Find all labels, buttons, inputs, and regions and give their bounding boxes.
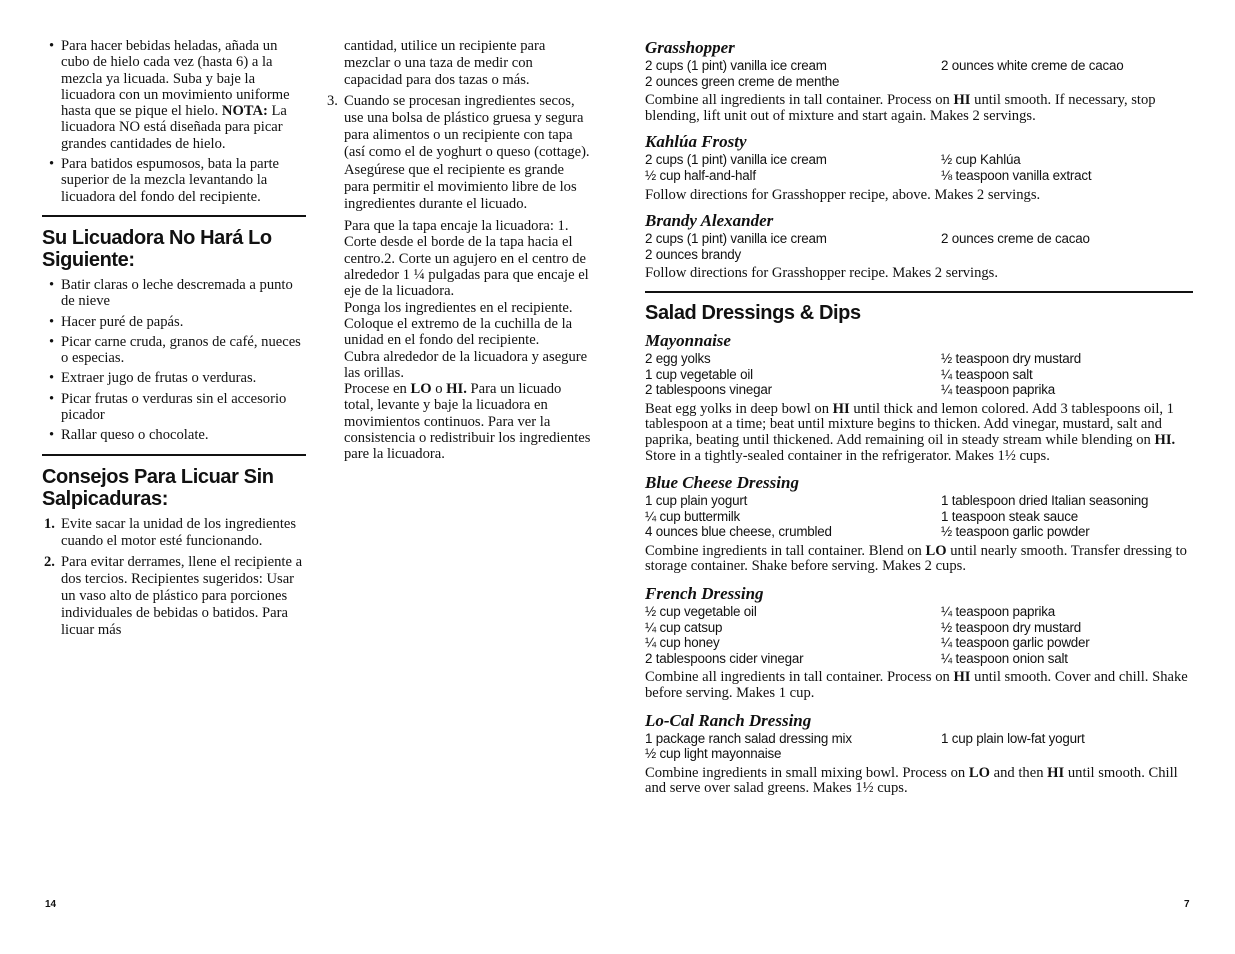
list-item: • Rallar queso o chocolate. bbox=[49, 427, 209, 444]
recipe-title: Lo-Cal Ranch Dressing bbox=[645, 710, 812, 730]
continuation-text: cantidad, utilice un recipiente para mezclar o una taza de medir con capacidad para dos tazas o más. bbox=[344, 38, 546, 88]
list-item: • Batir claras o leche descremada a punto de nieve bbox=[49, 276, 293, 310]
ingredient: ¼ cup catsup bbox=[645, 619, 723, 635]
process-paragraph: Procese en LO o HI. Para un licuado total, levante y baje la licuadora en movimientos continuos. Para ver la consistencia o redistribuir los ingredientes pare la licuadora. bbox=[344, 381, 591, 463]
ingredient: 1 package ranch salad dressing mix bbox=[645, 730, 852, 746]
ingredient: 2 cups (1 pint) vanilla ice cream bbox=[645, 152, 827, 168]
ingredient: ⅛ teaspoon vanilla extract bbox=[941, 167, 1092, 183]
recipe-directions: Combine all ingredients in tall container. Process on HI until smooth. Cover and chill. Shake before serving. Makes 1 cup. bbox=[645, 669, 1188, 702]
list-item: 3. Cuando se procesan ingredientes secos, use una bolsa de plástico gruesa y segura para alimentos o un recipiente con tapa (así como el de yoghurt o queso (cottage). Asegúrese que el recipiente es grande para permitir el movimiento libre de los ingredientes durante el licuado. bbox=[327, 92, 590, 212]
recipe-directions: Follow directions for Grasshopper recipe. Makes 2 servings. bbox=[645, 265, 999, 282]
recipe-directions: Combine all ingredients in tall container. Process on HI until smooth. If necessary, stop blending, lift unit out of mixture and start again. Makes 2 servings. bbox=[645, 92, 1156, 124]
ingredient: ½ teaspoon garlic powder bbox=[941, 524, 1090, 540]
ingredient: 2 cups (1 pint) vanilla ice cream bbox=[645, 58, 827, 73]
recipe-title: Kahlúa Frosty bbox=[645, 132, 747, 152]
ingredient: 2 ounces creme de cacao bbox=[941, 231, 1090, 247]
left-column-2 bbox=[327, 38, 591, 463]
ingredient bbox=[941, 247, 1193, 263]
splash-tips-list-continued bbox=[327, 93, 591, 213]
page-number-left: 14 bbox=[45, 899, 57, 910]
list-item: • Para hacer bebidas heladas, añada un cubo de hielo cada vez (hasta 6) a la mezcla ya licuada. Suba y baje la licuadora con un movimiento uniforme hasta que se pique el hielo. NOTA: La licuadora NO está diseñada para picar grandes cantidades de hielo. bbox=[49, 38, 290, 152]
list-item: 2. Para evitar derrames, llene el recipiente a dos tercios. Recipientes sugeridos: Usar un vaso alto de plástico para porciones individuales de bebidas o batidos. Para licuar más bbox=[44, 554, 303, 639]
recipe-title: Brandy Alexander bbox=[645, 211, 774, 231]
right-column bbox=[645, 38, 1193, 797]
ingredient: 4 ounces blue cheese, crumbled bbox=[645, 524, 832, 540]
recipe bbox=[645, 711, 1193, 797]
ingredient bbox=[941, 74, 1193, 90]
ingredients-list bbox=[645, 58, 1193, 89]
ingredient: 2 ounces brandy bbox=[645, 246, 742, 262]
recipe-title: Blue Cheese Dressing bbox=[645, 473, 799, 493]
recipe-title: Mayonnaise bbox=[645, 330, 731, 350]
recipe-directions: Combine ingredients in small mixing bowl. Process on LO and then HI until smooth. Chill and serve over salad greens. Makes 1½ cups. bbox=[645, 764, 1178, 797]
ingredient: ½ cup light mayonnaise bbox=[645, 746, 782, 762]
place-paragraph: Ponga los ingredientes en el recipiente. Coloque el extremo de la cuchilla de la unidad en el fondo del recipiente. bbox=[344, 299, 573, 349]
recipe-title: French Dressing bbox=[645, 584, 764, 604]
ingredient: 2 ounces green creme de menthe bbox=[645, 73, 840, 89]
ingredient: 1 tablespoon dried Italian seasoning bbox=[941, 493, 1149, 509]
tips-bullet-list bbox=[42, 38, 306, 205]
ingredient: 2 tablespoons vinegar bbox=[645, 382, 772, 398]
recipe-title: Grasshopper bbox=[645, 38, 735, 57]
ingredient: ¼ teaspoon paprika bbox=[941, 604, 1056, 620]
recipe bbox=[645, 211, 1193, 282]
recipe bbox=[645, 473, 1193, 575]
ingredients-list bbox=[645, 604, 1193, 666]
ingredients-list bbox=[645, 351, 1193, 398]
ingredient: 1 cup plain yogurt bbox=[645, 493, 748, 509]
ingredient: 1 teaspoon steak sauce bbox=[941, 508, 1079, 524]
list-item: • Para batidos espumosos, bata la parte superior de la mezcla levantando la licuadora del fondo del recipiente. bbox=[49, 156, 280, 205]
ingredient: ½ cup half-and-half bbox=[645, 167, 756, 183]
list-item: • Picar carne cruda, granos de café, nueces o especias. bbox=[49, 333, 301, 367]
splash-tips-list bbox=[42, 516, 306, 639]
list-item: • Hacer puré de papás. bbox=[49, 313, 184, 330]
section-divider bbox=[42, 215, 306, 217]
recipe bbox=[645, 584, 1193, 702]
recipe bbox=[645, 38, 1193, 124]
recipe bbox=[645, 132, 1193, 203]
list-item: • Extraer jugo de frutas o verduras. bbox=[49, 370, 257, 387]
ingredient: 2 cups (1 pint) vanilla ice cream bbox=[645, 231, 827, 247]
recipe-directions: Beat egg yolks in deep bowl on HI until thick and lemon colored. Add 3 tablespoons oil, 1 tablespoon at a time; beat until mixture begins to thicken. Add vinegar, mustard, salt and paprika, beating until thickened. Add remaining oil in steady stream while blending on HI. Store in a tightly-sealed container in the refrigerator. Makes 1½ cups. bbox=[645, 400, 1176, 464]
page-number-right: 7 bbox=[1184, 899, 1190, 910]
ingredient: 1 cup plain low-fat yogurt bbox=[941, 730, 1085, 746]
recipe bbox=[645, 331, 1193, 464]
ingredient: ½ teaspoon dry mustard bbox=[941, 619, 1082, 635]
ingredient: ½ teaspoon dry mustard bbox=[941, 350, 1082, 366]
ingredient: ¼ teaspoon garlic powder bbox=[941, 635, 1090, 651]
ingredients-list bbox=[645, 152, 1193, 183]
recipe-directions: Follow directions for Grasshopper recipe, above. Makes 2 servings. bbox=[645, 186, 1041, 203]
section-heading: Su Licuadora No Hará Lo Siguiente: bbox=[42, 226, 272, 271]
ingredient: 2 egg yolks bbox=[645, 350, 711, 366]
ingredient: 1 cup vegetable oil bbox=[645, 366, 753, 382]
ingredient: ¼ cup honey bbox=[645, 635, 720, 651]
ingredient: ¼ teaspoon salt bbox=[941, 366, 1033, 382]
ingredient: ¼ teaspoon onion salt bbox=[941, 650, 1068, 666]
lid-instructions bbox=[327, 218, 591, 462]
section-heading: Consejos Para Licuar Sin Salpicaduras: bbox=[42, 465, 274, 510]
lid-paragraph: Para que la tapa encaje la licuadora: 1. Corte desde el borde de la tapa hacia el centro.2. Corte un agujero en el centro de alrededor 1 ¼ pulgadas para que encaje el eje de la licuadora. bbox=[344, 218, 589, 300]
left-column-1 bbox=[42, 38, 306, 644]
ingredient bbox=[941, 746, 1193, 762]
section-divider bbox=[645, 291, 1193, 293]
recipe-directions: Combine ingredients in tall container. Blend on LO until nearly smooth. Transfer dressing to storage container. Shake before serving. Makes 2 cups. bbox=[645, 542, 1187, 575]
ingredient: 2 ounces white creme de cacao bbox=[941, 58, 1124, 73]
ingredient: ½ cup Kahlúa bbox=[941, 152, 1021, 168]
cover-paragraph: Cubra alrededor de la licuadora y asegure las orillas. bbox=[344, 348, 588, 381]
ingredient: ¼ teaspoon paprika bbox=[941, 382, 1056, 398]
ingredients-list bbox=[645, 493, 1193, 540]
list-item: • Picar frutas o verduras sin el accesorio picador bbox=[49, 390, 287, 424]
ingredients-list bbox=[645, 731, 1193, 762]
section-divider bbox=[42, 454, 306, 456]
ingredients-list bbox=[645, 231, 1193, 262]
wont-do-list bbox=[42, 277, 306, 444]
ingredient: ¼ cup buttermilk bbox=[645, 508, 741, 524]
section-heading: Salad Dressings & Dips bbox=[645, 301, 861, 324]
ingredient: 2 tablespoons cider vinegar bbox=[645, 650, 804, 666]
ingredient: ½ cup vegetable oil bbox=[645, 604, 757, 620]
list-item: 1. Evite sacar la unidad de los ingredientes cuando el motor esté funcionando. bbox=[44, 515, 297, 549]
